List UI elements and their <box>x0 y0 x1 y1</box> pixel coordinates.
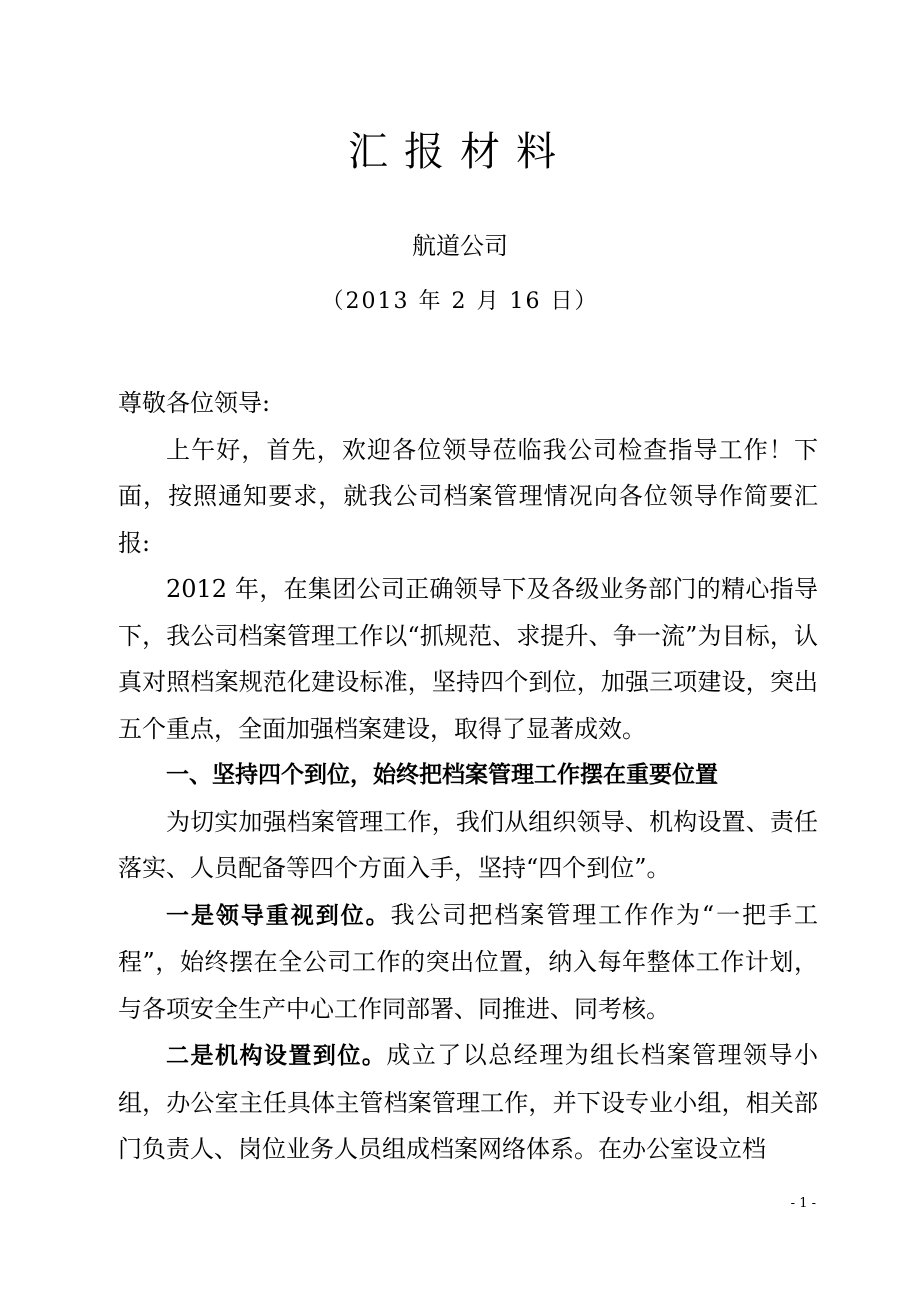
salutation: 尊敬各位领导: <box>118 389 271 417</box>
page-number: - 1 - <box>790 1196 816 1211</box>
paragraph-greeting: 上午好，首先，欢迎各位领导莅临我公司检查指导工作！下面，按照通知要求，就我公司档案管理情况向各位领导作简要汇报: <box>118 435 818 557</box>
leadership-lead: 一是领导重视到位。 <box>166 902 391 929</box>
paragraph-organization <box>118 1032 818 1173</box>
document-title: 汇报材料 <box>348 129 572 175</box>
paragraph-intro: 为切实加强档案管理工作，我们从组织领导、机构设置、责任落实、人员配备等四个方面入手，坚持“四个到位”。 <box>118 807 818 882</box>
document-body <box>118 380 818 1173</box>
company-name: 航道公司 <box>412 232 508 260</box>
organization-lead: 二是机构设置到位。 <box>166 1043 387 1069</box>
organization-text: 成立了以总经理为组长档案管理领导小组，办公室主任具体主管档案管理工作，并下设专业小组，相关部门负责人、岗位业务人员组成档案网络体系。在办公室设立档 <box>118 1041 819 1163</box>
paragraph-summary: 2012 年，在集团公司正确领导下及各级业务部门的精心指导下，我公司档案管理工作以“抓规范、求提升、争一流”为目标，认真对照档案规范化建设标准，坚持四个到位，加强三项建设，突出五个重点，全面加强档案建设，取得了显著成效。 <box>118 575 818 743</box>
report-date: （2013 年 2 月 16 日） <box>321 289 599 314</box>
paragraph-leadership <box>118 892 818 1033</box>
section-heading-1: 一、坚持四个到位，始终把档案管理工作摆在重要位置 <box>166 762 718 788</box>
leadership-text: 我公司把档案管理工作作为“一把手工程”，始终摆在全公司工作的突出位置，纳入每年整体工作计划，与各项安全生产中心工作同部署、同推进、同考核。 <box>118 900 818 1023</box>
